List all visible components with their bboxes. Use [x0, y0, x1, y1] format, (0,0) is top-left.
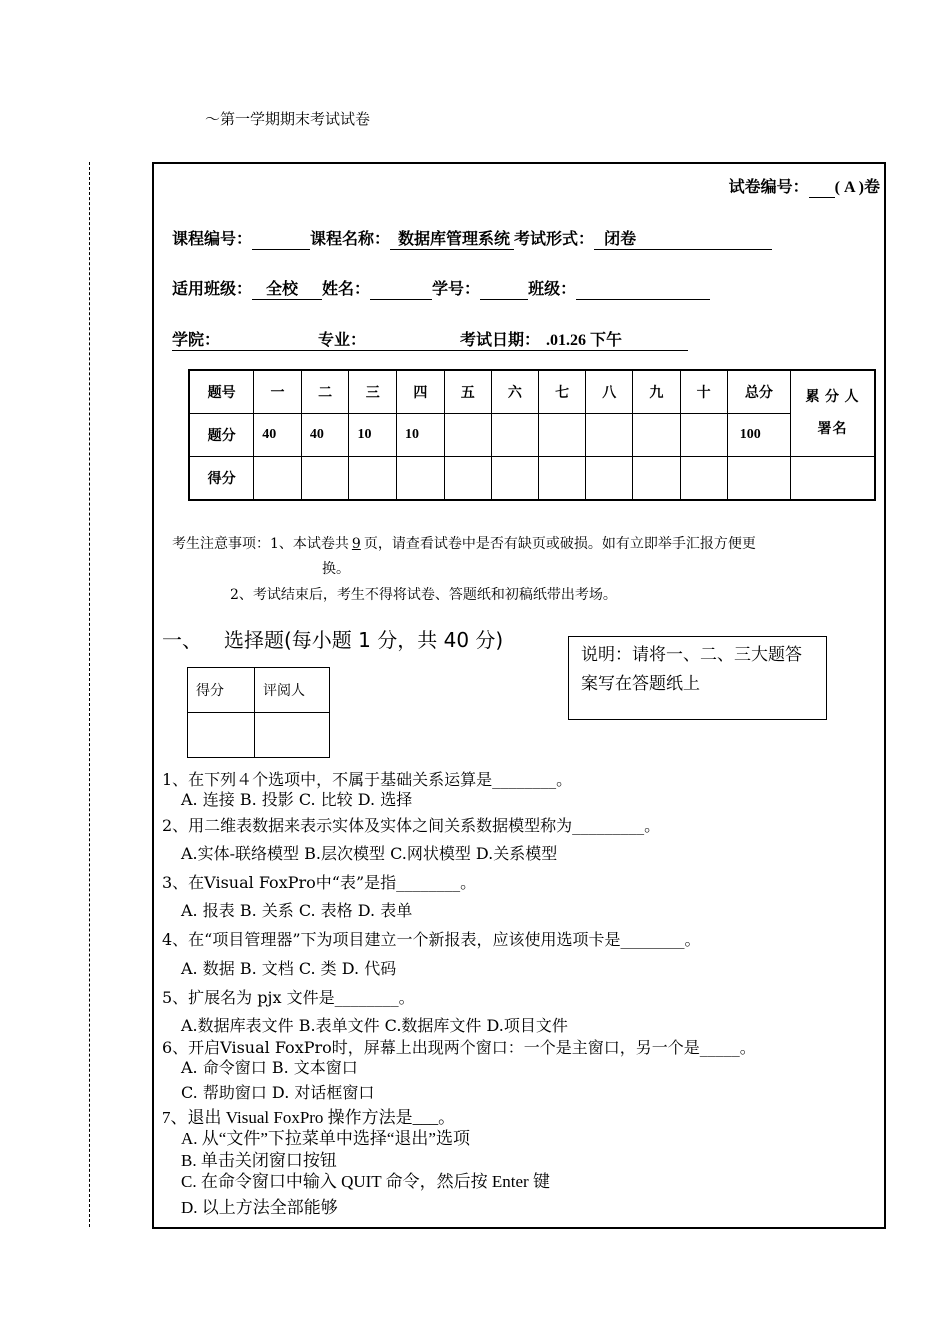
exam-form-value: 闭卷	[594, 226, 772, 250]
score-table	[188, 369, 876, 501]
points-5	[444, 414, 491, 457]
grader-score-cell[interactable]	[188, 713, 255, 758]
col-5: 五	[444, 370, 491, 414]
score-cell[interactable]	[727, 457, 790, 501]
score-cell[interactable]	[349, 457, 397, 501]
binding-dash-line	[89, 162, 90, 1227]
notes-line-1	[172, 533, 756, 553]
col-3: 三	[349, 370, 397, 414]
question-4-stem: 4、在“项目管理器”下为项目建立一个新报表，应该使用选项卡是________。	[162, 930, 701, 949]
question-2-options: A.实体-联络模型 B.层次模型 C.网状模型 D.关系模型	[181, 844, 558, 863]
col-6: 六	[491, 370, 538, 414]
points-8	[586, 414, 633, 457]
course-name-value: 数据库管理系统	[390, 226, 514, 250]
score-cell[interactable]	[491, 457, 538, 501]
paper-number-label: 试卷编号：	[728, 179, 809, 196]
student-line	[172, 276, 710, 300]
college-line	[172, 327, 688, 351]
course-code-label: 课程编号：	[172, 231, 253, 248]
question-1-stem: 1、在下列４个选项中，不属于基础关系运算是________。	[162, 770, 573, 789]
exam-form-label: 考试形式：	[514, 231, 595, 248]
col-1: 一	[254, 370, 302, 414]
major-label: 专业：	[318, 332, 367, 349]
points-1: 40	[254, 414, 302, 457]
score-table-row	[189, 457, 875, 501]
question-7-option-a: A. 从“文件”下拉菜单中选择“退出”选项	[181, 1129, 470, 1148]
class-value: 全校	[252, 276, 322, 300]
paper-number	[729, 174, 880, 198]
score-cell[interactable]	[586, 457, 633, 501]
name-label: 姓名：	[322, 281, 371, 298]
course-code-blank	[252, 231, 310, 250]
points-7	[539, 414, 586, 457]
question-6-options-2: C. 帮助窗口 D. 对话框窗口	[181, 1083, 375, 1102]
college-label: 学院：	[172, 332, 221, 349]
paper-number-value: ( A )	[834, 179, 864, 196]
points-total: 100	[727, 414, 790, 457]
date-value: .01.26 下午	[546, 332, 623, 349]
score-cell[interactable]	[633, 457, 680, 501]
paper-number-blank	[809, 179, 835, 198]
question-4-options: A. 数据 B. 文档 C. 类 D. 代码	[181, 959, 397, 978]
grader-score-label: 得分	[188, 668, 255, 713]
name-blank	[370, 281, 432, 300]
row-header-points: 题分	[189, 414, 254, 457]
question-3-stem: 3、在Visual FoxPro中“表”是指________。	[162, 873, 477, 892]
question-7-option-b: B. 单击关闭窗口按钮	[181, 1151, 337, 1170]
exam-header-title: ～第一学期期末考试试卷	[205, 110, 371, 128]
score-cell[interactable]	[539, 457, 586, 501]
section-1-heading	[162, 624, 503, 653]
question-1-options: A. 连接 B. 投影 C. 比较 D. 选择	[181, 790, 413, 809]
signer-cell: 累 分 人 署名	[791, 370, 875, 457]
question-3-options: A. 报表 B. 关系 C. 表格 D. 表单	[181, 901, 413, 920]
col-9: 九	[633, 370, 680, 414]
section-1-number: 一、	[162, 628, 202, 652]
notes-pages: 9	[351, 536, 361, 552]
notes-line-cont: 换。	[322, 561, 350, 577]
paper-number-suffix: 卷	[863, 179, 880, 196]
grade-blank	[576, 281, 710, 300]
course-name-label: 课程名称：	[310, 231, 391, 248]
points-10	[680, 414, 727, 457]
question-2-stem: 2、用二维表数据来表示实体及实体之间关系数据模型称为_________。	[162, 816, 661, 835]
question-5-stem: 5、扩展名为 pjx 文件是________。	[162, 988, 415, 1007]
notes-item-2: 2、考试结束后，考生不得将试卷、答题纸和初稿纸带出考场。	[230, 587, 617, 603]
col-7: 七	[539, 370, 586, 414]
points-6	[491, 414, 538, 457]
question-7-stem: 7、退出 Visual FoxPro 操作方法是___。	[162, 1108, 456, 1127]
question-7-option-d: D. 以上方法全部能够	[181, 1198, 338, 1217]
col-4: 四	[397, 370, 445, 414]
grader-reviewer-cell[interactable]	[255, 713, 330, 758]
score-cell[interactable]	[444, 457, 491, 501]
grader-row	[188, 668, 330, 713]
points-4: 10	[397, 414, 445, 457]
grade-label: 班级：	[528, 281, 577, 298]
notes-intro: 考生注意事项：1、本试卷共	[172, 536, 349, 552]
row-header-number: 题号	[189, 370, 254, 414]
col-10: 十	[680, 370, 727, 414]
question-6-stem: 6、开启Visual FoxPro时，屏幕上出现两个窗口：一个是主窗口，另一个是_____。	[162, 1038, 756, 1057]
col-2: 二	[301, 370, 349, 414]
row-header-score: 得分	[189, 457, 254, 501]
course-line	[172, 226, 772, 250]
question-6-options-1: A. 命令窗口 B. 文本窗口	[181, 1058, 358, 1077]
score-cell[interactable]	[680, 457, 727, 501]
score-table-row	[189, 414, 875, 457]
score-cell[interactable]	[301, 457, 349, 501]
college-underline	[172, 327, 688, 351]
score-cell[interactable]	[397, 457, 445, 501]
col-8: 八	[586, 370, 633, 414]
class-label: 适用班级：	[172, 281, 253, 298]
points-2: 40	[301, 414, 349, 457]
notes-rest: 页，请查看试卷中是否有缺页或破损。如有立即举手汇报方便更	[363, 536, 756, 552]
grader-table	[187, 667, 330, 758]
id-label: 学号：	[432, 281, 481, 298]
question-7-option-c: C. 在命令窗口中输入 QUIT 命令，然后按 Enter 键	[181, 1172, 550, 1191]
col-total: 总分	[727, 370, 790, 414]
grader-row	[188, 713, 330, 758]
points-3: 10	[349, 414, 397, 457]
signer-blank-cell[interactable]	[791, 457, 875, 501]
question-5-options: A.数据库表文件 B.表单文件 C.数据库文件 D.项目文件	[181, 1016, 568, 1035]
points-9	[633, 414, 680, 457]
grader-reviewer-label: 评阅人	[255, 668, 330, 713]
date-label: 考试日期：	[460, 332, 541, 349]
score-cell[interactable]	[254, 457, 302, 501]
id-blank	[480, 281, 528, 300]
score-table-row	[189, 370, 875, 414]
section-1-title: 选择题(每小题 1 分，共 40 分)	[224, 628, 504, 652]
explain-box: 说明：请将一、二、三大题答案写在答题纸上	[568, 636, 827, 720]
